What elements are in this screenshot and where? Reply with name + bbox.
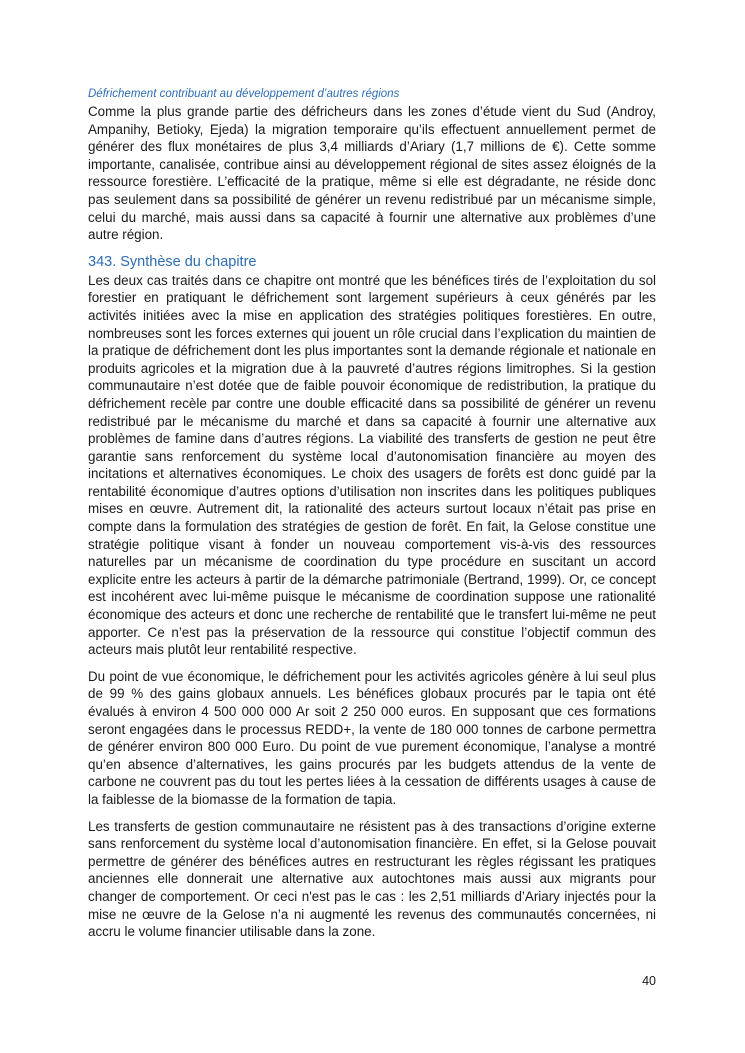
subsection-title: Défrichement contribuant au développement d’autres régions — [88, 88, 400, 100]
paragraph-1: Les deux cas traités dans ce chapitre ont montré que les bénéfices tirés de l’exploitation du sol forestier en pratiquant le défrichement sont largement supérieurs à ceux générés par les activités initiées avec la mise en application des stratégies politiques forestières. En outre, nombreuses sont les forces externes qui jouent un rôle crucial dans l’explication du maintien de la pratique de défrichement dont les plus importantes sont la demande régionale et nationale en produits agricoles et la migration due à la pauvreté d’autres régions limitrophes. Si la gestion communautaire n’est dotée que de faible pouvoir économique de redistribution, la pratique du défrichement recèle par contre une double efficacité dans sa possibilité de générer un revenu redistribué par le mécanisme du marché et dans sa capacité à fournir une alternative aux problèmes de famine dans d’autres régions. La viabilité des transferts de gestion ne peut être garantie sans renforcement du système local d’autonomisation financière au moyen des incitations et alternatives économiques. Le choix des usagers de forêts est donc guidé par la rentabilité économique d’autres options d’utilisation non inscrites dans les politiques publiques mises en œuvre. Autrement dit, la rationalité des acteurs surtout locaux n’était pas prise en compte dans la formulation des stratégies de gestion de forêt. En fait, la Gelose constitue une stratégie politique visant à fonder un nouveau comportement vis-à-vis des ressources naturelles par un mécanisme de coordination du type procédure en suscitant un accord explicite entre les acteurs à partir de la démarche patrimoniale (Bertrand, 1999). Or, ce concept est incohérent avec lui-même puisque le mécanisme de coordination suppose une rationalité économique des acteurs et donc une recherche de rentabilité que le transfert lui-même ne peut apporter. Ce n’est pas la préservation de la ressource qui constitue l’objectif commun des acteurs mais plutôt leur rentabilité respective. — [88, 272, 656, 658]
page-number: 40 — [642, 974, 656, 988]
section-title: 343. Synthèse du chapitre — [88, 253, 257, 270]
subsection-paragraph: Comme la plus grande partie des défricheurs dans les zones d’étude vient du Sud (Androy, Ampanihy, Betioky, Ejeda) la migration temporaire qu’ils effectuent annuellement permet de générer des flux monétaires de plus 3,4 milliards d’Ariary (1,7 millions de €). Cette somme importante, canalisée, contribue ainsi au développement régional de sites assez éloignés de la ressource forestière. L’efficacité de la pratique, même si elle est dégradante, ne réside donc pas seulement dans sa possibilité de générer un revenu redistribué par un mécanisme simple, celui du marché, mais aussi dans sa capacité à fournir une alternative aux problèmes d’une autre région. — [88, 104, 656, 243]
page-content — [88, 86, 656, 950]
paragraph-3: Les transferts de gestion communautaire ne résistent pas à des transactions d’origine externe sans renforcement du système local d’autonomisation financière. En effet, si la Gelose pouvait permettre de générer des bénéfices autres en restructurant les règles régissant les pratiques anciennes elle donnerait une alternative aux autochtones mais aussi aux migrants pour changer de comportement. Or ceci n'est pas le cas : les 2,51 milliards d’Ariary injectés pour la mise ne œuvre de la Gelose n’a ni augmenté les revenus des communautés concernées, ni accru le volume financier utilisable dans la zone. — [88, 818, 656, 940]
paragraph-2: Du point de vue économique, le défrichement pour les activités agricoles génère à lui seul plus de 99 % des gains globaux annuels. Les bénéfices globaux procurés par le tapia ont été évalués à environ 4 500 000 000 Ar soit 2 250 000 euros. En supposant que ces formations seront engagées dans le processus REDD+, la vente de 180 000 tonnes de carbone permettra de générer environ 800 000 Euro. Du point de vue purement économique, l’analyse a montré qu’en absence d’alternatives, les gains procurés par les budgets attendus de la vente de carbone ne couvrent pas du tout les pertes liées à la cessation de différents usages à cause de la faiblesse de la biomasse de la formation de tapia. — [88, 668, 656, 807]
